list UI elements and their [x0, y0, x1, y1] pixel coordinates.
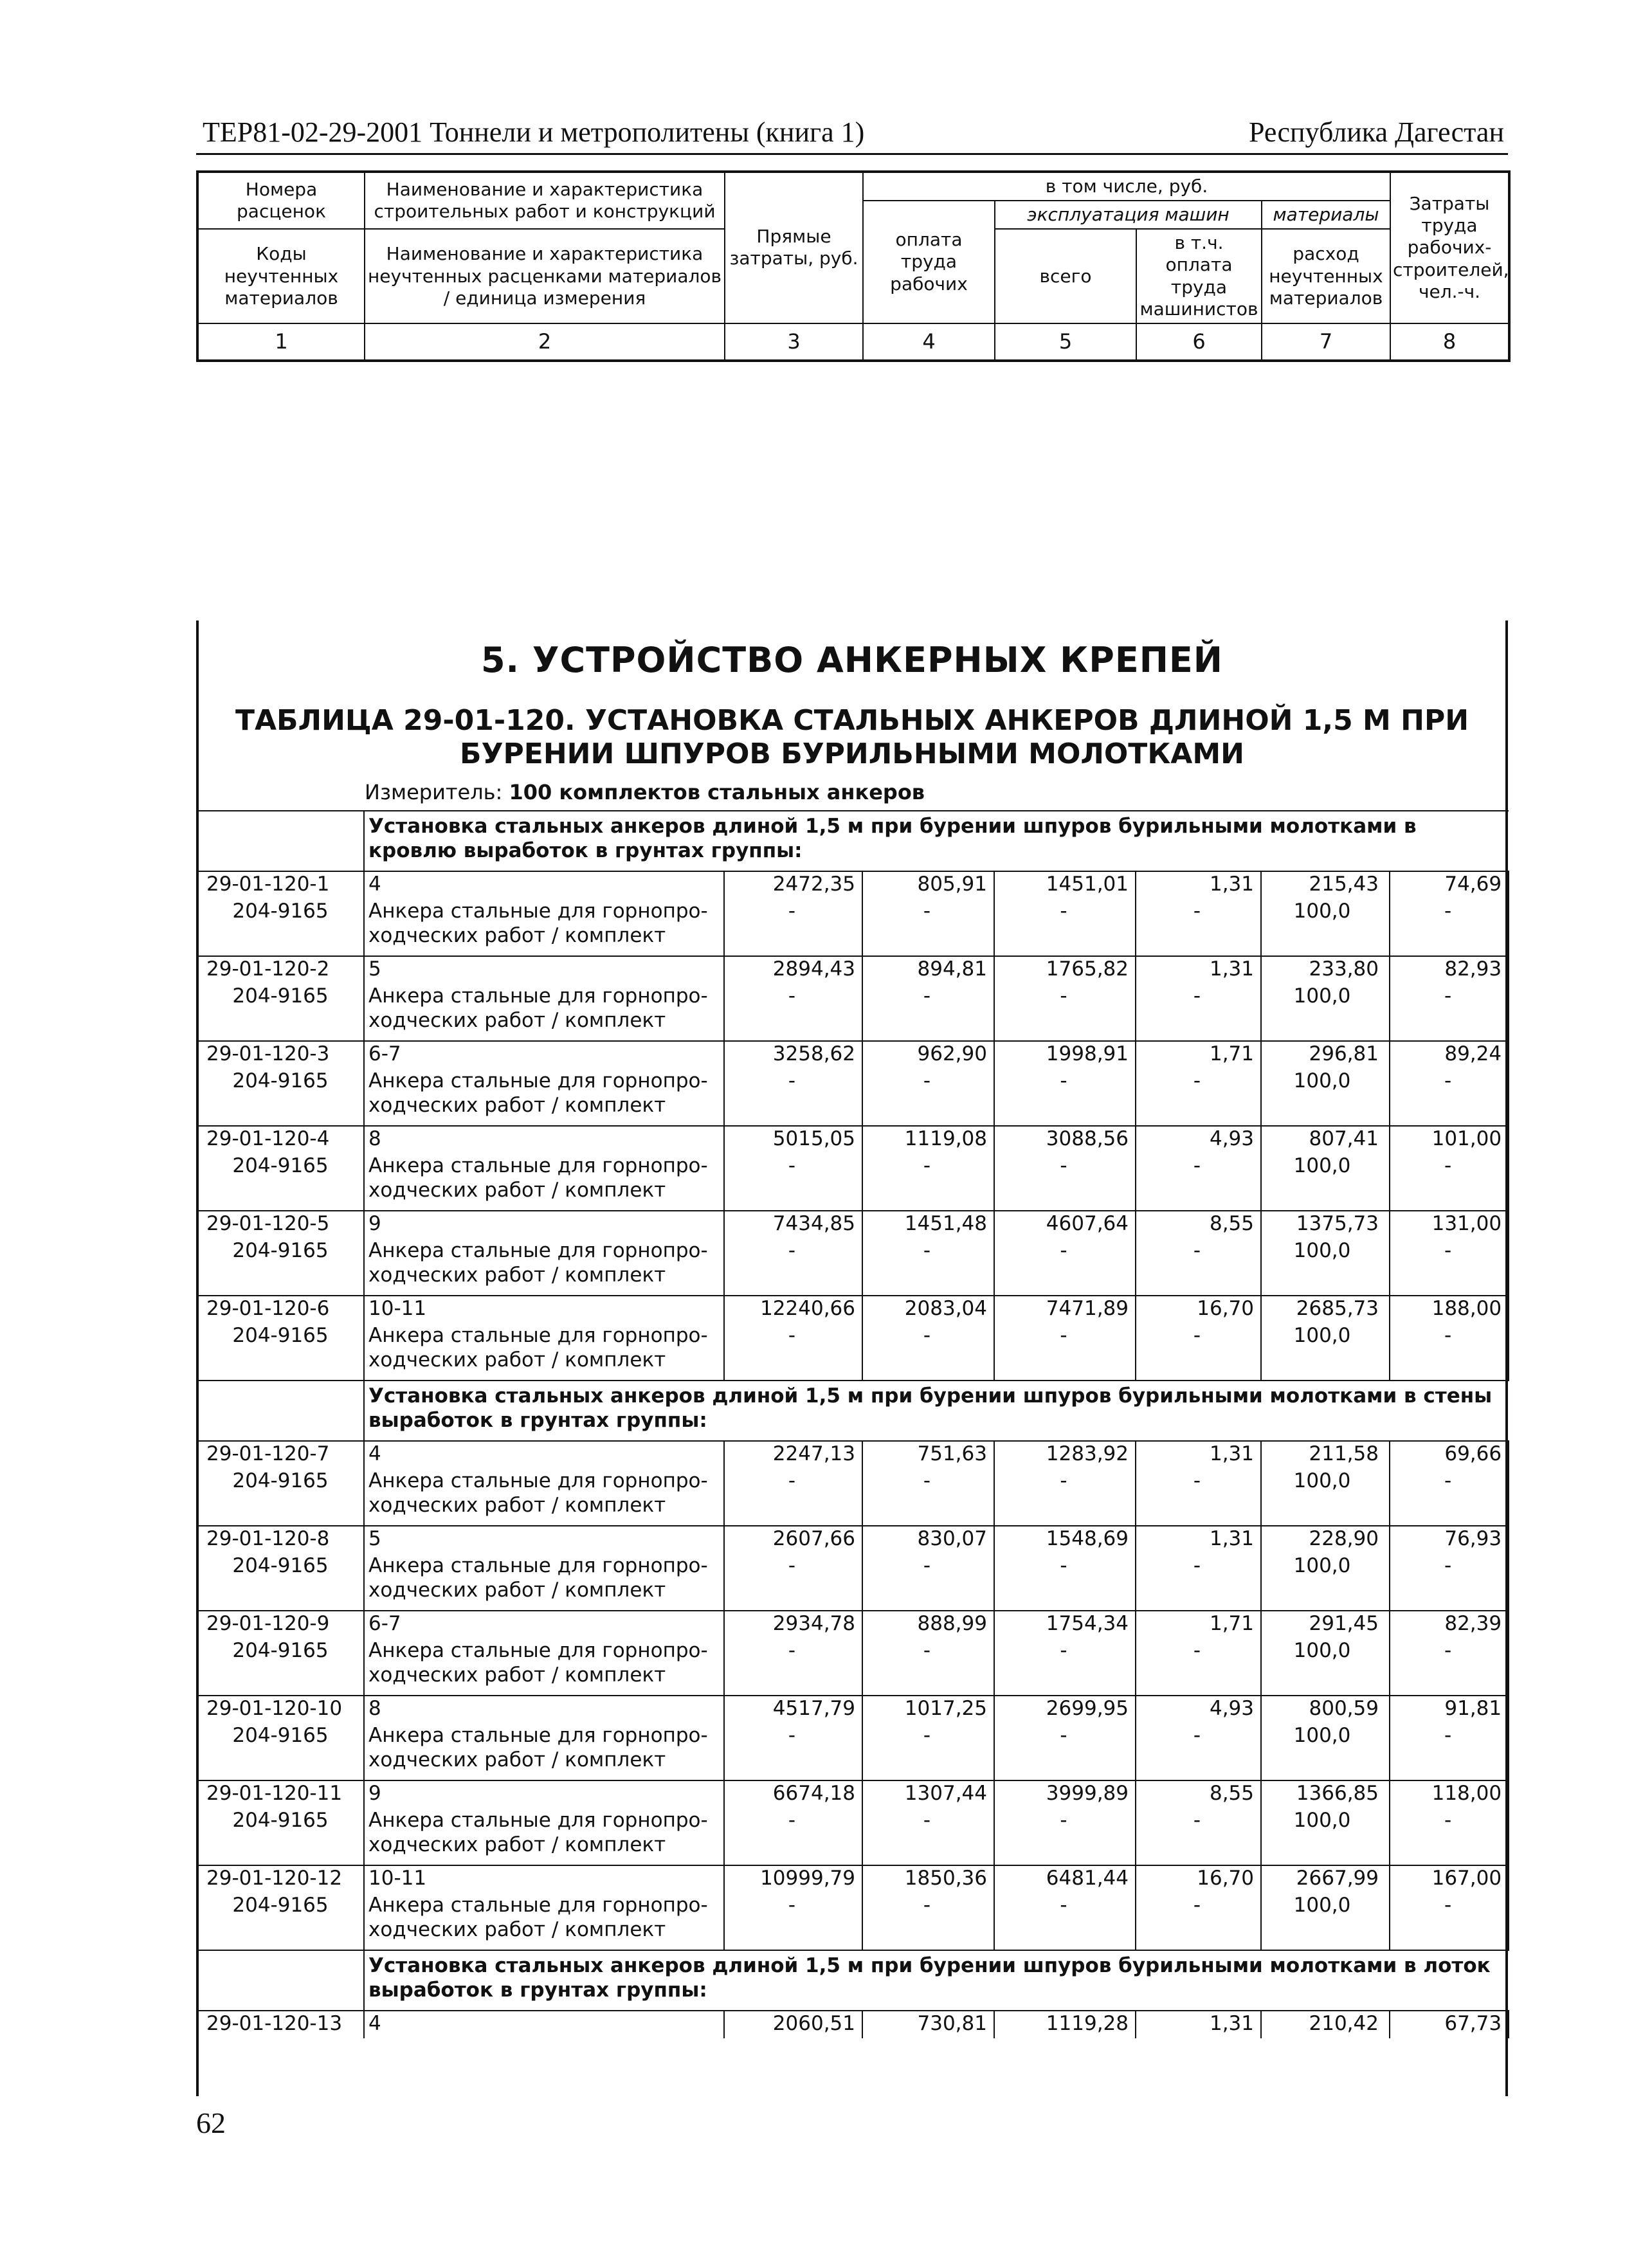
header-col3: Прямые затраты, руб. [725, 172, 863, 323]
rate-code: 29-01-120-11 [197, 1780, 364, 1808]
rate-soil-group: 4 [364, 871, 724, 899]
rate-code: 29-01-120-4 [197, 1126, 364, 1154]
rate-value-c4: 888,99 [862, 1611, 994, 1638]
material-code: 204-9165 [197, 984, 364, 1041]
rate-value-c8: 74,69 [1390, 871, 1509, 899]
material-row [197, 984, 1509, 1041]
material-name-line: Анкера стальные для горнопро- [368, 1809, 708, 1832]
rate-soil-group: 10-11 [364, 1296, 724, 1323]
rate-value-c3: 2894,43 [724, 956, 862, 984]
measure-unit [365, 780, 925, 804]
material-name-line: Анкера стальные для горнопро- [368, 1239, 708, 1262]
material-row [197, 1638, 1509, 1696]
rate-value-c7: 210,42 [1261, 2011, 1390, 2038]
material-consumption: 100,0 [1261, 1553, 1390, 1611]
rate-value-c8: 82,93 [1390, 956, 1509, 984]
header-col8: Затраты труда рабочих-строителей, чел.-ч. [1390, 172, 1509, 323]
rate-value-c4: 751,63 [862, 1441, 994, 1469]
material-dash: - [862, 1893, 994, 1950]
rate-value-c8: 167,00 [1390, 1865, 1509, 1893]
material-name-line: ходческих работ / комплект [368, 1494, 666, 1517]
material-row [197, 1808, 1509, 1865]
material-code: 204-9165 [197, 1723, 364, 1780]
rate-value-c3: 2607,66 [724, 1526, 862, 1553]
material-name [364, 1893, 724, 1950]
header-col1-top: Номера расценок [197, 172, 365, 229]
rate-soil-group: 10-11 [364, 1865, 724, 1893]
header-col4: оплата труда рабочих [863, 201, 995, 323]
column-number: 8 [1390, 323, 1509, 361]
column-number: 1 [197, 323, 365, 361]
rate-code: 29-01-120-5 [197, 1211, 364, 1238]
rate-value-c6: 1,31 [1136, 956, 1261, 984]
rate-value-c5: 1754,34 [994, 1611, 1136, 1638]
material-consumption: 100,0 [1261, 1469, 1390, 1526]
rate-value-c7: 800,59 [1261, 1696, 1390, 1723]
rate-code: 29-01-120-12 [197, 1865, 364, 1893]
rate-row [197, 1696, 1509, 1723]
material-name [364, 984, 724, 1041]
material-name [364, 899, 724, 956]
material-dash: - [994, 1808, 1136, 1865]
header-including: в том числе, руб. [863, 172, 1390, 201]
rate-value-c4: 962,90 [862, 1041, 994, 1069]
material-name-line: Анкера стальные для горнопро- [368, 1154, 708, 1177]
material-name-line: ходческих работ / комплект [368, 1663, 666, 1687]
material-dash: - [1136, 1808, 1261, 1865]
material-name-line: Анкера стальные для горнопро- [368, 1069, 708, 1092]
rate-code: 29-01-120-9 [197, 1611, 364, 1638]
material-dash: - [1390, 1154, 1509, 1211]
material-name-line: ходческих работ / комплект [368, 1918, 666, 1941]
rate-code: 29-01-120-3 [197, 1041, 364, 1069]
group-header-row [197, 1950, 1509, 2011]
material-dash: - [994, 1154, 1136, 1211]
material-dash: - [1390, 1069, 1509, 1126]
rate-value-c8: 67,73 [1390, 2011, 1509, 2038]
material-name-line: ходческих работ / комплект [368, 1009, 666, 1032]
rate-row [197, 1780, 1509, 1808]
rate-value-c7: 228,90 [1261, 1526, 1390, 1553]
rate-soil-group: 8 [364, 1126, 724, 1154]
rate-value-c6: 1,31 [1136, 2011, 1261, 2038]
material-dash: - [862, 1553, 994, 1611]
material-name [364, 1553, 724, 1611]
material-name-line: ходческих работ / комплект [368, 1748, 666, 1771]
material-row [197, 1154, 1509, 1211]
rate-value-c5: 1283,92 [994, 1441, 1136, 1469]
material-name-line: Анкера стальные для горнопро- [368, 1724, 708, 1747]
rate-value-c7: 1375,73 [1261, 1211, 1390, 1238]
rate-value-c6: 1,71 [1136, 1611, 1261, 1638]
material-consumption: 100,0 [1261, 1808, 1390, 1865]
material-dash: - [1390, 899, 1509, 956]
rate-value-c5: 1548,69 [994, 1526, 1136, 1553]
rate-value-c5: 7471,89 [994, 1296, 1136, 1323]
material-dash: - [724, 1893, 862, 1950]
rate-code: 29-01-120-1 [197, 871, 364, 899]
material-dash: - [724, 1069, 862, 1126]
material-dash: - [724, 1238, 862, 1296]
material-dash: - [994, 1323, 1136, 1381]
material-consumption: 100,0 [1261, 1893, 1390, 1950]
rate-value-c3: 2247,13 [724, 1441, 862, 1469]
material-dash: - [724, 899, 862, 956]
material-dash: - [1136, 1069, 1261, 1126]
header-materials: материалы [1262, 201, 1390, 229]
material-consumption: 100,0 [1261, 984, 1390, 1041]
material-row [197, 1069, 1509, 1126]
material-dash: - [994, 1893, 1136, 1950]
rate-row [197, 1296, 1509, 1323]
material-consumption: 100,0 [1261, 1154, 1390, 1211]
material-dash: - [1390, 1893, 1509, 1950]
material-name [364, 1638, 724, 1696]
material-name-line: ходческих работ / комплект [368, 1094, 666, 1117]
material-dash: - [1136, 1469, 1261, 1526]
material-dash: - [994, 1638, 1136, 1696]
rate-soil-group: 6-7 [364, 1041, 724, 1069]
rate-value-c3: 2934,78 [724, 1611, 862, 1638]
rate-value-c4: 1850,36 [862, 1865, 994, 1893]
group-title: Установка стальных анкеров длиной 1,5 м при бурении шпуров бурильными молотками в стены выработок в грунтах группы: [364, 1381, 1509, 1441]
material-code: 204-9165 [197, 1893, 364, 1950]
material-dash: - [1136, 1723, 1261, 1780]
material-name [364, 1069, 724, 1126]
rate-value-c7: 215,43 [1261, 871, 1390, 899]
rate-value-c4: 2083,04 [862, 1296, 994, 1323]
material-dash: - [862, 1323, 994, 1381]
rate-value-c6: 1,31 [1136, 871, 1261, 899]
material-row [197, 1723, 1509, 1780]
rate-soil-group: 5 [364, 1526, 724, 1553]
rate-code: 29-01-120-6 [197, 1296, 364, 1323]
header-col5: всего [995, 229, 1136, 323]
table-title [209, 704, 1495, 771]
material-name [364, 1808, 724, 1865]
material-row [197, 1323, 1509, 1381]
rate-value-c4: 730,81 [862, 2011, 994, 2038]
rate-value-c7: 2667,99 [1261, 1865, 1390, 1893]
rate-row [197, 1865, 1509, 1893]
rate-value-c8: 69,66 [1390, 1441, 1509, 1469]
material-dash: - [1390, 1553, 1509, 1611]
rate-value-c5: 4607,64 [994, 1211, 1136, 1238]
material-name-line: ходческих работ / комплект [368, 1833, 666, 1856]
header-col7: расход неучтенных материалов [1262, 229, 1390, 323]
material-name-line: ходческих работ / комплект [368, 1348, 666, 1372]
rate-value-c7: 211,58 [1261, 1441, 1390, 1469]
material-dash: - [1136, 1238, 1261, 1296]
material-dash: - [1390, 1638, 1509, 1696]
material-row [197, 899, 1509, 956]
rate-value-c4: 830,07 [862, 1526, 994, 1553]
rate-value-c5: 3999,89 [994, 1780, 1136, 1808]
material-dash: - [994, 984, 1136, 1041]
rate-value-c3: 4517,79 [724, 1696, 862, 1723]
material-dash: - [862, 1154, 994, 1211]
table-title-line: ТАБЛИЦА 29-01-120. УСТАНОВКА СТАЛЬНЫХ АНКЕРОВ ДЛИНОЙ 1,5 М ПРИ [235, 704, 1469, 737]
material-dash: - [1136, 1323, 1261, 1381]
rate-soil-group: 9 [364, 1211, 724, 1238]
material-dash: - [1390, 1238, 1509, 1296]
rate-row [197, 1126, 1509, 1154]
rates-table [196, 810, 1509, 2038]
rate-value-c6: 1,31 [1136, 1441, 1261, 1469]
rate-value-c5: 2699,95 [994, 1696, 1136, 1723]
material-dash: - [862, 1808, 994, 1865]
rate-value-c5: 1119,28 [994, 2011, 1136, 2038]
material-dash: - [1136, 1893, 1261, 1950]
material-name-line: ходческих работ / комплект [368, 1179, 666, 1202]
material-dash: - [724, 1154, 862, 1211]
material-name-line: Анкера стальные для горнопро- [368, 1324, 708, 1347]
rate-value-c8: 118,00 [1390, 1780, 1509, 1808]
material-code: 204-9165 [197, 1553, 364, 1611]
material-dash: - [1136, 1638, 1261, 1696]
rate-value-c8: 89,24 [1390, 1041, 1509, 1069]
material-consumption: 100,0 [1261, 1323, 1390, 1381]
rate-value-c8: 91,81 [1390, 1696, 1509, 1723]
rate-value-c6: 8,55 [1136, 1211, 1261, 1238]
material-name-line: Анкера стальные для горнопро- [368, 1554, 708, 1577]
group-header-row [197, 1381, 1509, 1441]
material-dash: - [1390, 1723, 1509, 1780]
rate-value-c4: 1451,48 [862, 1211, 994, 1238]
rate-code: 29-01-120-10 [197, 1696, 364, 1723]
rate-value-c4: 1119,08 [862, 1126, 994, 1154]
rate-value-c6: 4,93 [1136, 1696, 1261, 1723]
rate-value-c8: 82,39 [1390, 1611, 1509, 1638]
material-row [197, 1469, 1509, 1526]
rate-row [197, 1041, 1509, 1069]
rate-value-c5: 3088,56 [994, 1126, 1136, 1154]
material-dash: - [1136, 899, 1261, 956]
material-dash: - [862, 1469, 994, 1526]
rates-section [196, 620, 1508, 2096]
material-consumption: 100,0 [1261, 899, 1390, 956]
rate-value-c4: 894,81 [862, 956, 994, 984]
rate-value-c4: 1017,25 [862, 1696, 994, 1723]
rate-code: 29-01-120-2 [197, 956, 364, 984]
material-consumption: 100,0 [1261, 1723, 1390, 1780]
header-machines: эксплуатация машин [995, 201, 1262, 229]
rate-value-c7: 296,81 [1261, 1041, 1390, 1069]
column-number: 4 [863, 323, 995, 361]
material-dash: - [724, 1638, 862, 1696]
rate-value-c6: 4,93 [1136, 1126, 1261, 1154]
rate-value-c7: 2685,73 [1261, 1296, 1390, 1323]
material-name-line: ходческих работ / комплект [368, 924, 666, 947]
rate-soil-group: 4 [364, 2011, 724, 2038]
material-dash: - [862, 1638, 994, 1696]
rate-value-c4: 1307,44 [862, 1780, 994, 1808]
group-spacer [197, 1950, 364, 2011]
material-dash: - [724, 1553, 862, 1611]
material-code: 204-9165 [197, 1323, 364, 1381]
material-dash: - [724, 1323, 862, 1381]
material-dash: - [1390, 984, 1509, 1041]
rate-code: 29-01-120-13 [197, 2011, 364, 2038]
column-number: 7 [1262, 323, 1390, 361]
material-dash: - [1136, 984, 1261, 1041]
rate-value-c6: 1,71 [1136, 1041, 1261, 1069]
header-col6: в т.ч. оплата труда машинистов [1136, 229, 1262, 323]
material-code: 204-9165 [197, 1638, 364, 1696]
material-name-line: Анкера стальные для горнопро- [368, 984, 708, 1008]
material-dash: - [1390, 1469, 1509, 1526]
material-dash: - [724, 1723, 862, 1780]
header-col2-top: Наименование и характеристика строительных работ и конструкций [365, 172, 725, 229]
rate-value-c3: 2060,51 [724, 2011, 862, 2038]
rate-code: 29-01-120-7 [197, 1441, 364, 1469]
group-title: Установка стальных анкеров длиной 1,5 м при бурении шпуров бурильными молотками в кровлю выработок в грунтах группы: [364, 811, 1509, 871]
material-row [197, 1893, 1509, 1950]
group-spacer [197, 811, 364, 871]
group-header-row [197, 811, 1509, 871]
table-title-line: БУРЕНИИ ШПУРОВ БУРИЛЬНЫМИ МОЛОТКАМИ [460, 737, 1244, 770]
rate-soil-group: 6-7 [364, 1611, 724, 1638]
rate-row [197, 1526, 1509, 1553]
rate-soil-group: 4 [364, 1441, 724, 1469]
material-dash: - [862, 1238, 994, 1296]
rate-row [197, 1441, 1509, 1469]
material-dash: - [862, 1723, 994, 1780]
column-header-table [196, 170, 1511, 362]
material-dash: - [1136, 1553, 1261, 1611]
rate-value-c7: 233,80 [1261, 956, 1390, 984]
group-title: Установка стальных анкеров длиной 1,5 м при бурении шпуров бурильными молотками в лоток выработок в грунтах группы: [364, 1950, 1509, 2011]
material-dash: - [724, 984, 862, 1041]
rate-value-c3: 2472,35 [724, 871, 862, 899]
column-number: 6 [1136, 323, 1262, 361]
material-consumption: 100,0 [1261, 1638, 1390, 1696]
rate-value-c3: 5015,05 [724, 1126, 862, 1154]
rate-soil-group: 9 [364, 1780, 724, 1808]
header-col1-bottom: Коды неучтенных материалов [197, 229, 365, 323]
material-dash: - [994, 1238, 1136, 1296]
rate-value-c8: 188,00 [1390, 1296, 1509, 1323]
measure-value: 100 комплектов стальных анкеров [509, 780, 925, 804]
material-name-line: Анкера стальные для горнопро- [368, 1639, 708, 1662]
material-name [364, 1154, 724, 1211]
material-dash: - [1136, 1154, 1261, 1211]
header-col2-bottom: Наименование и характеристика неучтенных расценками материалов / единица измерения [365, 229, 725, 323]
rate-value-c6: 16,70 [1136, 1865, 1261, 1893]
material-dash: - [994, 1553, 1136, 1611]
column-number: 2 [365, 323, 725, 361]
material-dash: - [994, 899, 1136, 956]
material-dash: - [862, 1069, 994, 1126]
rate-value-c3: 3258,62 [724, 1041, 862, 1069]
rate-value-c5: 1998,91 [994, 1041, 1136, 1069]
material-code: 204-9165 [197, 1238, 364, 1296]
material-dash: - [994, 1469, 1136, 1526]
rate-value-c6: 1,31 [1136, 1526, 1261, 1553]
material-name-line: ходческих работ / комплект [368, 1263, 666, 1287]
rate-value-c5: 1451,01 [994, 871, 1136, 899]
rate-row [197, 956, 1509, 984]
material-code: 204-9165 [197, 1469, 364, 1526]
rate-row [197, 2011, 1509, 2038]
material-code: 204-9165 [197, 1154, 364, 1211]
rate-value-c8: 131,00 [1390, 1211, 1509, 1238]
material-name-line: ходческих работ / комплект [368, 1579, 666, 1602]
rate-value-c6: 16,70 [1136, 1296, 1261, 1323]
material-consumption: 100,0 [1261, 1238, 1390, 1296]
material-name [364, 1723, 724, 1780]
material-name-line: Анкера стальные для горнопро- [368, 900, 708, 923]
material-dash: - [724, 1469, 862, 1526]
measure-label: Измеритель: [365, 780, 509, 804]
material-dash: - [724, 1808, 862, 1865]
rate-value-c5: 6481,44 [994, 1865, 1136, 1893]
rate-value-c5: 1765,82 [994, 956, 1136, 984]
header-document-code: ТЕР81-02-29-2001 Тоннели и метрополитены (книга 1) [203, 116, 865, 148]
material-dash: - [862, 899, 994, 956]
material-dash: - [862, 984, 994, 1041]
material-code: 204-9165 [197, 1808, 364, 1865]
rate-value-c4: 805,91 [862, 871, 994, 899]
rate-soil-group: 5 [364, 956, 724, 984]
material-name [364, 1469, 724, 1526]
header-rule [196, 153, 1508, 155]
material-consumption: 100,0 [1261, 1069, 1390, 1126]
material-name [364, 1238, 724, 1296]
rate-value-c3: 6674,18 [724, 1780, 862, 1808]
rate-soil-group: 8 [364, 1696, 724, 1723]
material-name [364, 1323, 724, 1381]
rate-value-c7: 291,45 [1261, 1611, 1390, 1638]
rate-value-c7: 807,41 [1261, 1126, 1390, 1154]
rate-row [197, 1211, 1509, 1238]
rate-value-c6: 8,55 [1136, 1780, 1261, 1808]
column-number: 3 [725, 323, 863, 361]
rate-row [197, 871, 1509, 899]
column-number: 5 [995, 323, 1136, 361]
rate-value-c8: 76,93 [1390, 1526, 1509, 1553]
material-row [197, 1238, 1509, 1296]
section-title: 5. УСТРОЙСТВО АНКЕРНЫХ КРЕПЕЙ [480, 640, 1224, 680]
rate-value-c3: 10999,79 [724, 1865, 862, 1893]
material-dash: - [1390, 1808, 1509, 1865]
material-name-line: Анкера стальные для горнопро- [368, 1469, 708, 1492]
material-dash: - [994, 1069, 1136, 1126]
rate-value-c3: 7434,85 [724, 1211, 862, 1238]
material-row [197, 1553, 1509, 1611]
rate-row [197, 1611, 1509, 1638]
group-spacer [197, 1381, 364, 1441]
rate-value-c3: 12240,66 [724, 1296, 862, 1323]
material-dash: - [994, 1723, 1136, 1780]
rate-value-c8: 101,00 [1390, 1126, 1509, 1154]
rate-value-c7: 1366,85 [1261, 1780, 1390, 1808]
material-dash: - [1390, 1323, 1509, 1381]
header-region: Республика Дагестан [1248, 116, 1504, 148]
material-code: 204-9165 [197, 1069, 364, 1126]
material-name-line: Анкера стальные для горнопро- [368, 1894, 708, 1917]
material-code: 204-9165 [197, 899, 364, 956]
rate-code: 29-01-120-8 [197, 1526, 364, 1553]
page-number: 62 [196, 2106, 226, 2139]
